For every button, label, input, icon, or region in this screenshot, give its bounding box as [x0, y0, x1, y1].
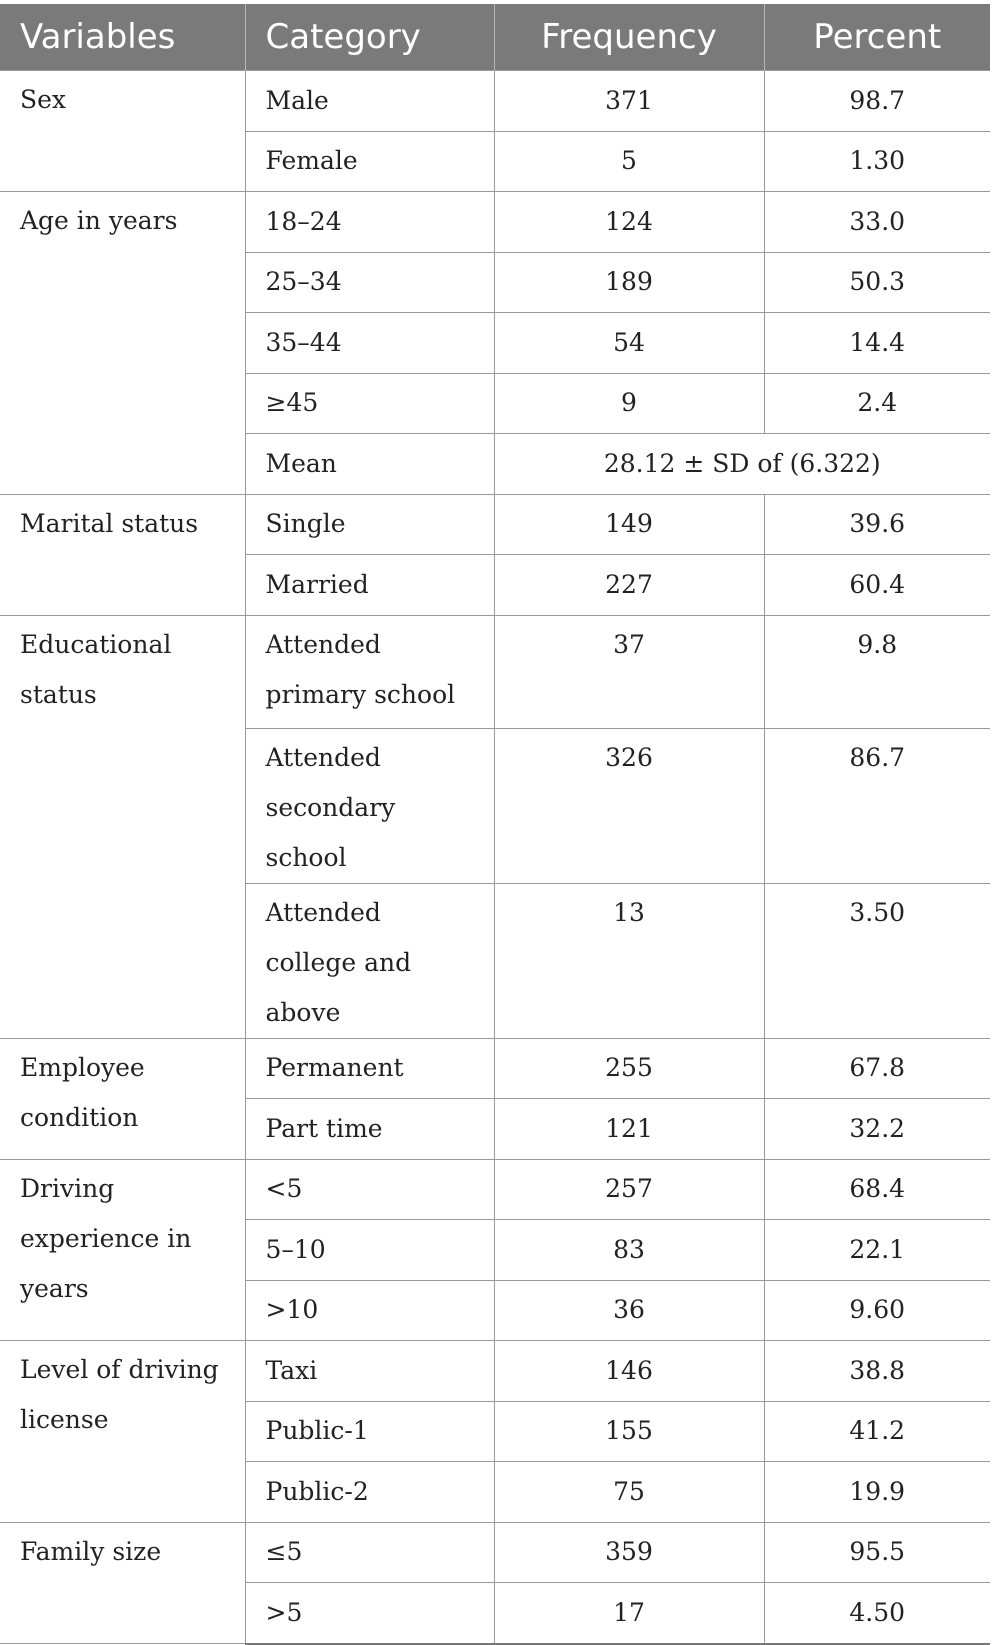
percent-cell: 32.2 [764, 1099, 990, 1160]
category-cell: Male [245, 71, 494, 132]
variable-employee: Employee condition [0, 1038, 245, 1159]
frequency-cell: 326 [494, 728, 764, 883]
header-frequency: Frequency [494, 4, 764, 71]
header-category: Category [245, 4, 494, 71]
category-cell: Married [245, 555, 494, 616]
category-cell: Attended college and above [245, 883, 494, 1038]
frequency-cell: 13 [494, 883, 764, 1038]
table-row [0, 1159, 990, 1220]
percent-cell: 3.50 [764, 883, 990, 1038]
variable-family: Family size [0, 1522, 245, 1644]
category-cell: Permanent [245, 1038, 494, 1099]
category-cell: Public-1 [245, 1401, 494, 1462]
frequency-cell: 149 [494, 494, 764, 555]
category-cell: Attended primary school [245, 615, 494, 728]
frequency-cell: 255 [494, 1038, 764, 1099]
category-cell: >10 [245, 1280, 494, 1341]
variable-education: Educational status [0, 615, 245, 1038]
category-cell: Single [245, 494, 494, 555]
category-cell: Female [245, 131, 494, 192]
frequency-cell: 189 [494, 252, 764, 313]
table-row [0, 1522, 990, 1583]
frequency-cell: 371 [494, 71, 764, 132]
category-cell: >5 [245, 1583, 494, 1644]
category-cell: 35–44 [245, 313, 494, 374]
frequency-cell: 227 [494, 555, 764, 616]
percent-cell: 98.7 [764, 71, 990, 132]
frequency-cell: 121 [494, 1099, 764, 1160]
percent-cell: 9.8 [764, 615, 990, 728]
frequency-cell: 36 [494, 1280, 764, 1341]
frequency-cell: 37 [494, 615, 764, 728]
frequency-cell: 54 [494, 313, 764, 374]
variable-experience: Driving experience in years [0, 1159, 245, 1341]
table-row [0, 1038, 990, 1099]
percent-cell: 95.5 [764, 1522, 990, 1583]
category-cell: Public-2 [245, 1462, 494, 1523]
table-row [0, 192, 990, 253]
frequency-cell: 155 [494, 1401, 764, 1462]
category-cell: Taxi [245, 1341, 494, 1402]
percent-cell: 67.8 [764, 1038, 990, 1099]
category-cell: 25–34 [245, 252, 494, 313]
frequency-cell: 17 [494, 1583, 764, 1644]
table-row [0, 494, 990, 555]
frequency-cell: 359 [494, 1522, 764, 1583]
percent-cell: 2.4 [764, 373, 990, 434]
frequency-cell: 146 [494, 1341, 764, 1402]
frequency-cell: 9 [494, 373, 764, 434]
percent-cell: 39.6 [764, 494, 990, 555]
category-cell: Part time [245, 1099, 494, 1160]
table-row [0, 615, 990, 728]
percent-cell: 60.4 [764, 555, 990, 616]
category-cell: Mean [245, 434, 494, 495]
mean-value-cell: 28.12 ± SD of (6.322) [494, 434, 990, 495]
frequency-cell: 75 [494, 1462, 764, 1523]
frequency-cell: 124 [494, 192, 764, 253]
category-cell: ≥45 [245, 373, 494, 434]
demographics-table [0, 4, 990, 1645]
percent-cell: 38.8 [764, 1341, 990, 1402]
header-percent: Percent [764, 4, 990, 71]
percent-cell: 33.0 [764, 192, 990, 253]
percent-cell: 4.50 [764, 1583, 990, 1644]
header-variables: Variables [0, 4, 245, 71]
frequency-cell: 83 [494, 1220, 764, 1281]
percent-cell: 86.7 [764, 728, 990, 883]
percent-cell: 1.30 [764, 131, 990, 192]
percent-cell: 19.9 [764, 1462, 990, 1523]
percent-cell: 68.4 [764, 1159, 990, 1220]
frequency-cell: 5 [494, 131, 764, 192]
category-cell: Attended secondary school [245, 728, 494, 883]
percent-cell: 14.4 [764, 313, 990, 374]
table-row [0, 71, 990, 132]
category-cell: 18–24 [245, 192, 494, 253]
percent-cell: 22.1 [764, 1220, 990, 1281]
category-cell: ≤5 [245, 1522, 494, 1583]
percent-cell: 50.3 [764, 252, 990, 313]
table-row [0, 1341, 990, 1402]
category-cell: 5–10 [245, 1220, 494, 1281]
variable-sex: Sex [0, 71, 245, 192]
header-row [0, 4, 990, 71]
variable-license: Level of driving license [0, 1341, 245, 1523]
percent-cell: 9.60 [764, 1280, 990, 1341]
variable-marital: Marital status [0, 494, 245, 615]
category-cell: <5 [245, 1159, 494, 1220]
variable-age: Age in years [0, 192, 245, 495]
frequency-cell: 257 [494, 1159, 764, 1220]
percent-cell: 41.2 [764, 1401, 990, 1462]
